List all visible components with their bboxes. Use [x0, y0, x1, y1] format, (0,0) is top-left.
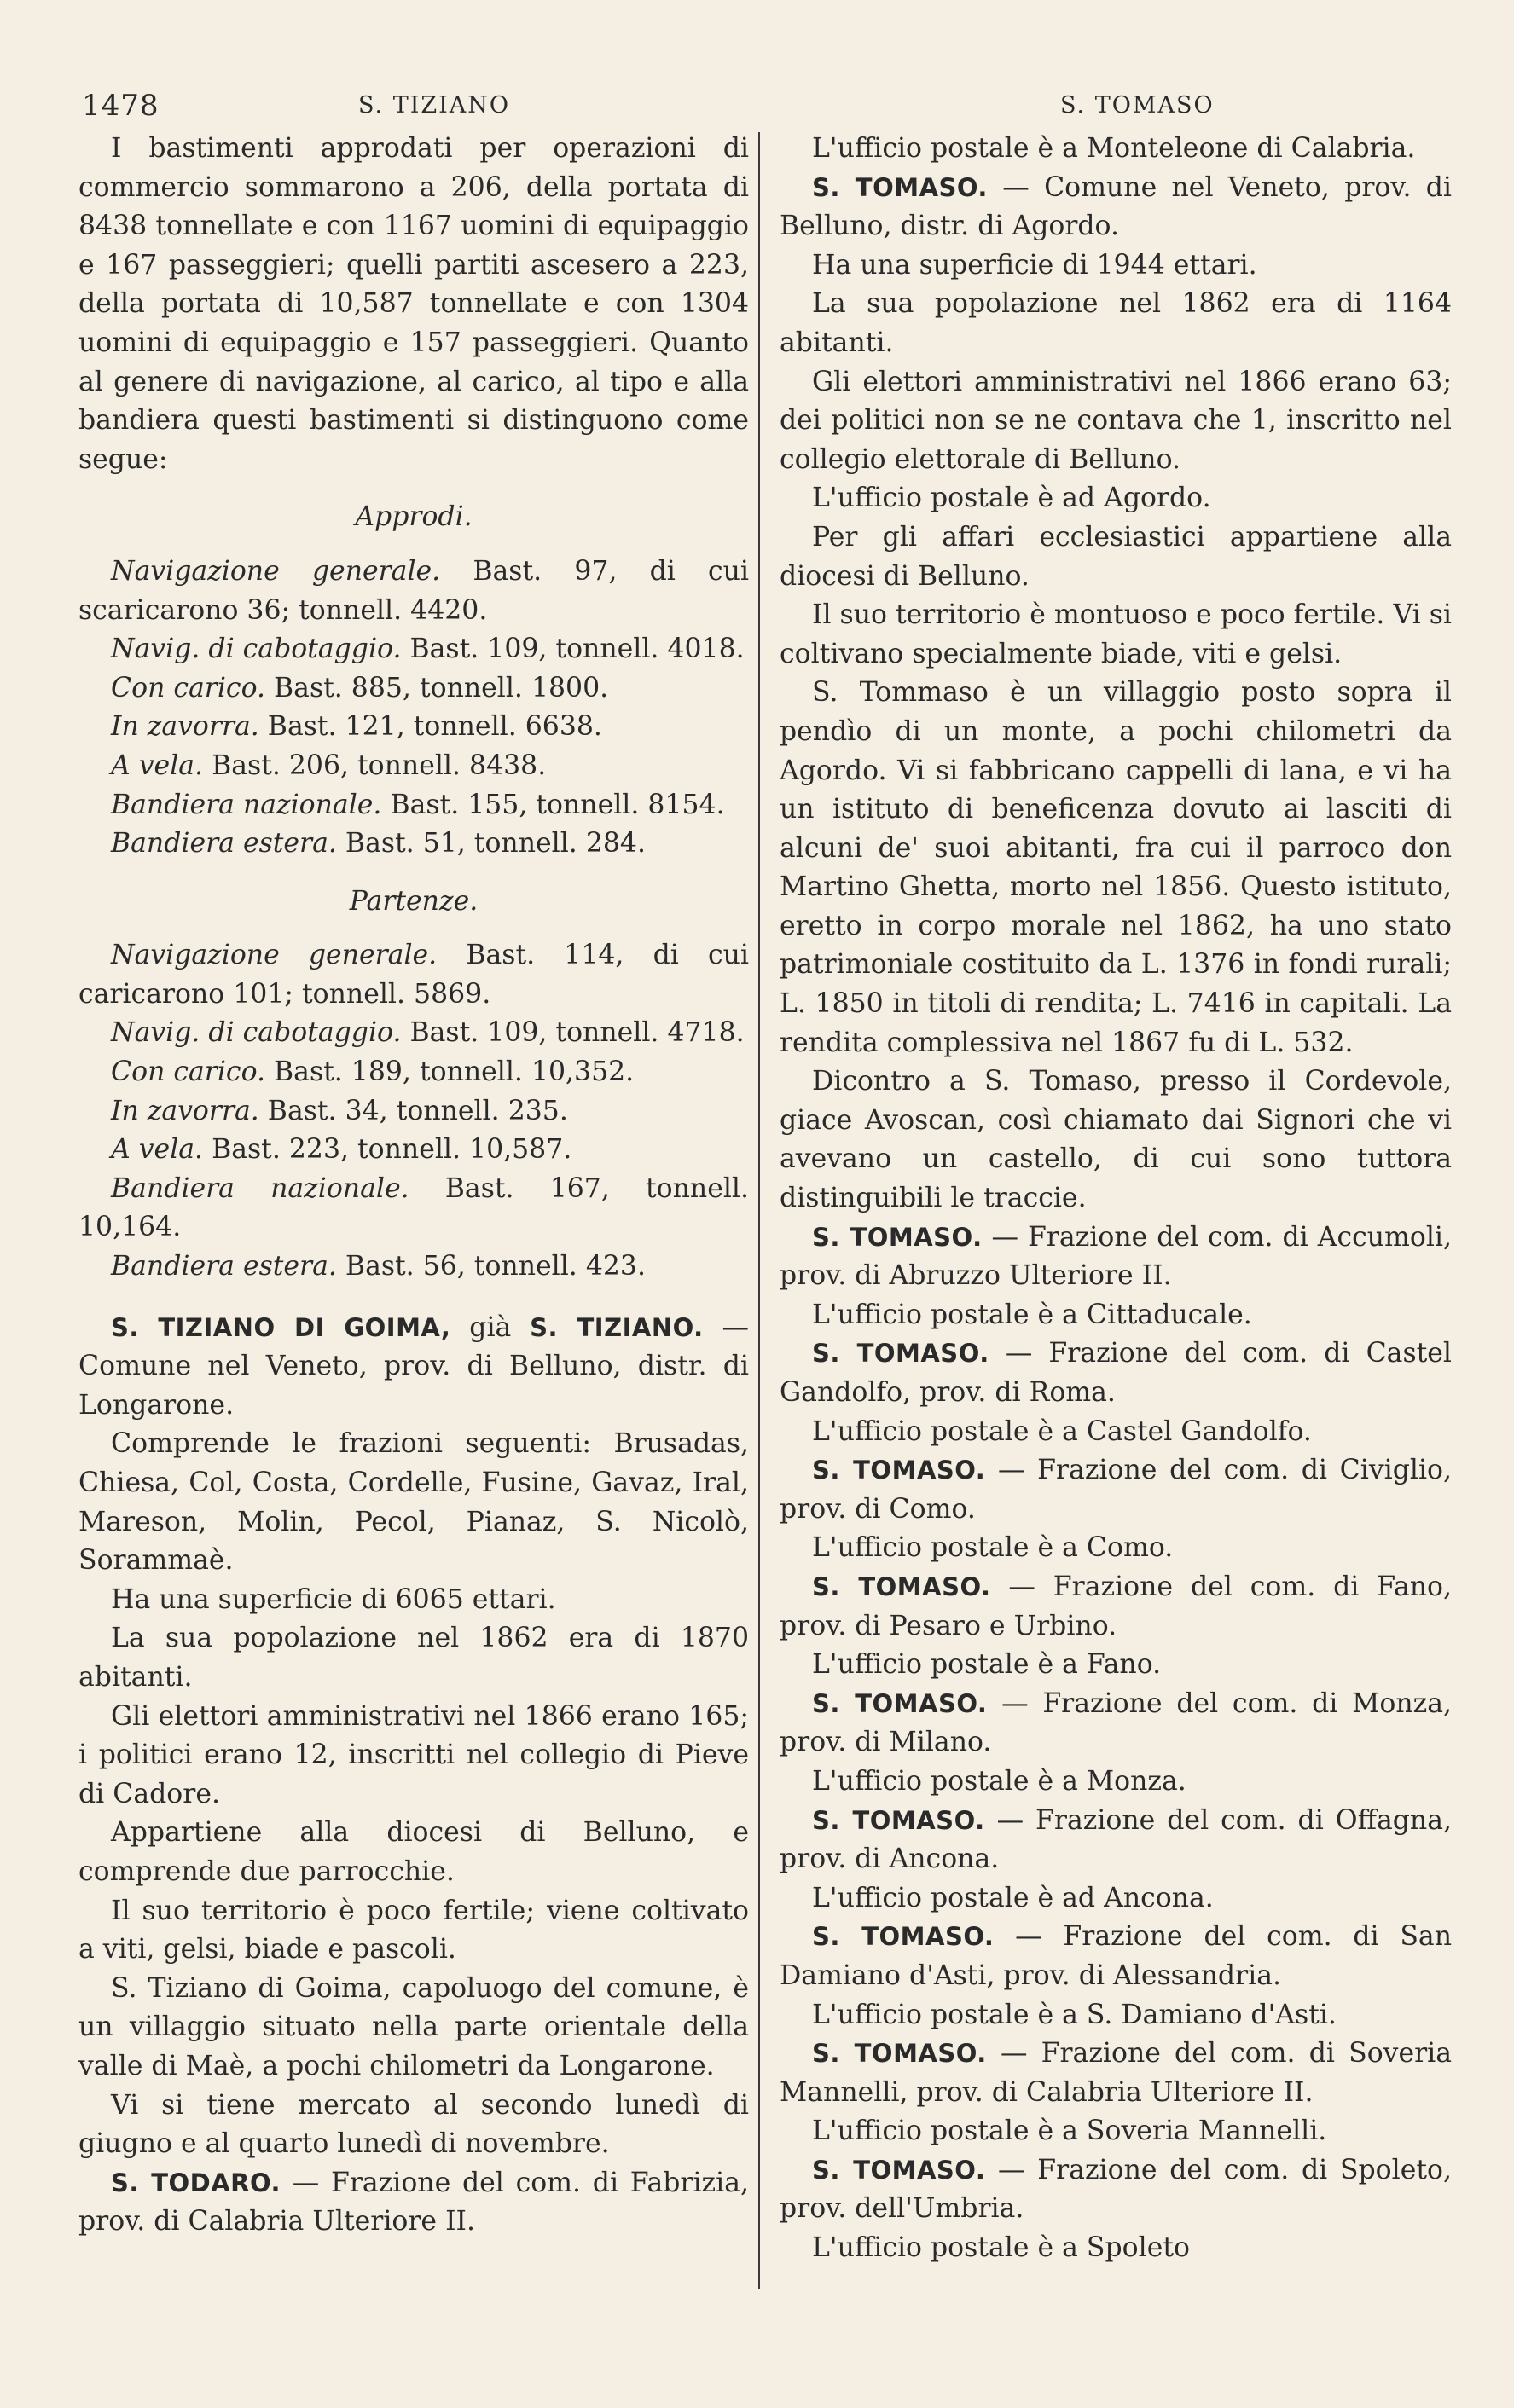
- entry-lead: S. TOMASO.: [812, 2155, 986, 2185]
- entry-label: Bandiera estera.: [111, 1251, 337, 1282]
- running-head-left: S. TIZIANO: [358, 92, 511, 119]
- entry-lead: S. TOMASO.: [812, 1222, 983, 1252]
- entry-label: Bandiera estera.: [111, 828, 337, 860]
- tiziano-paragraph: Ha una superficie di 6065 ettari.: [111, 1583, 556, 1615]
- right-column: [780, 130, 1452, 2268]
- tomaso-paragraph: Il suo territorio è montuoso e poco fertile. Vi si coltivano specialmente biade, viti e gelsi.: [780, 599, 1452, 669]
- approdi-entry: [78, 669, 749, 709]
- entry-lead: S. TIZIANO DI GOIMA,: [111, 1312, 451, 1342]
- entry-text: — Frazione del com. di Monza, prov. di Milano.: [780, 1687, 1452, 1758]
- post-office-line: L'ufficio postale è ad Ancona.: [812, 1882, 1214, 1913]
- tiziano-paragraph: S. Tiziano di Goima, capoluogo del comune, è un villaggio situato nella parte orientale della valle di Maè, a pochi chilometri da Longarone.: [78, 1972, 749, 2081]
- section-heading-partenze: Partenze.: [349, 885, 479, 917]
- partenze-entry: [78, 1014, 749, 1053]
- approdi-entry: [78, 708, 749, 747]
- entry-text: Bast. 109, tonnell. 4718.: [401, 1017, 745, 1049]
- tomaso-paragraph: Per gli affari ecclesiastici appartiene alla diocesi di Belluno.: [780, 521, 1452, 592]
- entry-label: Bandiera nazionale.: [111, 789, 382, 820]
- entry-text: — Frazione del com. di Fano, prov. di Pesaro e Urbino.: [780, 1571, 1452, 1641]
- entry-label: Bandiera nazionale.: [111, 1172, 409, 1204]
- left-column: [78, 130, 749, 2242]
- entry-label: Con carico.: [111, 1056, 265, 1088]
- post-office-line: L'ufficio postale è a Monza.: [812, 1765, 1186, 1797]
- column-divider: [758, 132, 760, 2289]
- entry-tiziano-heading: [78, 1309, 749, 1426]
- entry-lead: S. TIZIANO.: [530, 1312, 704, 1342]
- running-head-right: S. TOMASO: [1060, 92, 1215, 119]
- tiziano-paragraph: Comprende le frazioni seguenti: Brusadas, Chiesa, Col, Costa, Cordelle, Fusine, Gavaz, Iral, Mareson, Molin, Pecol, Pianaz, S. Nicolò, Sorammaè.: [78, 1428, 749, 1577]
- entry-text: — Comune nel Veneto, prov. di Belluno, distr. di Longarone.: [78, 1311, 750, 1421]
- entry-lead: S. TOMASO.: [812, 172, 988, 202]
- entry-text: Bast. 114, di cui caricarono 101; tonnell. 5869.: [78, 940, 749, 1010]
- tiziano-paragraph: Appartiene alla diocesi di Belluno, e comprende due parrocchie.: [78, 1817, 749, 1887]
- post-office-line: L'ufficio postale è a Spoleto: [812, 2232, 1190, 2264]
- entry-text: — Frazione del com. di Offagna, prov. di Ancona.: [780, 1804, 1452, 1875]
- partenze-entry: [78, 1053, 749, 1092]
- entry-label: A vela.: [111, 750, 204, 781]
- entry-tomaso-fraction: [780, 1451, 1452, 1529]
- partenze-entry: [78, 1092, 749, 1132]
- entry-connector: già: [450, 1311, 531, 1343]
- tiziano-paragraph: Gli elettori amministrativi nel 1866 erano 165; i politici erano 12, inscritti nel collegio di Pieve di Cadore.: [78, 1700, 749, 1809]
- tiziano-paragraph: Il suo territorio è poco fertile; viene coltivato a viti, gelsi, biade e pascoli.: [78, 1895, 749, 1965]
- entry-text: Bast. 155, tonnell. 8154.: [381, 789, 725, 820]
- entry-text: Bast. 206, tonnell. 8438.: [203, 750, 547, 781]
- partenze-entry: [78, 1170, 749, 1247]
- entry-tomaso-fraction: [780, 1334, 1452, 1412]
- spacer: [78, 1287, 749, 1309]
- entry-text: — Frazione del com. di San Damiano d'Asti, prov. di Alessandria.: [780, 1921, 1452, 1991]
- tomaso-paragraph: S. Tommaso è un villaggio posto sopra il pendìo di un monte, a pochi chilometri da Agordo. Vi si fabbricano cappelli di lana, e vi ha un istituto di beneficenza dovuto ai lasciti di alcuni de' suoi abitanti, fra cui il parroco don Martino Ghetta, morto nel 1856. Questo istituto, eretto in corpo morale nel 1862, ha uno stato patrimoniale costituito da L. 1376 in fondi rurali; L. 1850 in titoli di rendita; L. 7416 in capitali. La rendita complessiva nel 1867 fu di L. 532.: [780, 677, 1452, 1058]
- entry-lead: S. TODARO.: [111, 2168, 281, 2197]
- entry-lead: S. TOMASO.: [812, 1805, 985, 1835]
- entry-lead: S. TOMASO.: [812, 1572, 991, 1601]
- entry-text: — Frazione del com. di Soveria Mannelli, prov. di Calabria Ulteriore II.: [780, 2038, 1453, 2108]
- approdi-entry: [78, 786, 749, 825]
- entry-text: Bast. 189, tonnell. 10,352.: [265, 1056, 635, 1088]
- post-office-line: L'ufficio postale è a Cittaducale.: [812, 1299, 1252, 1330]
- entry-tomaso-fraction: [780, 2151, 1452, 2229]
- entry-label: In zavorra.: [111, 711, 259, 743]
- intro-paragraph: I bastimenti approdati per operazioni di commercio sommarono a 206, della portata di 8438 tonnellate e con 1167 uomini di equipaggio e 167 passeggieri; quelli partiti ascesero a 223, della portata di 10,587 tonnellate e con 1304 uomini di equipaggio e 157 passeggieri. Quanto al genere di navigazione, al carico, al tipo e alla bandiera questi bastimenti si distinguono come segue:: [78, 133, 749, 475]
- entry-tomaso-fraction: [780, 1218, 1452, 1296]
- entry-text: — Comune nel Veneto, prov. di Belluno, distr. di Agordo.: [780, 171, 1453, 242]
- partenze-list: [78, 936, 749, 1286]
- entry-text: — Frazione del com. di Fabrizia, prov. di Calabria Ulteriore II.: [78, 2167, 750, 2237]
- page-number: 1478: [82, 89, 160, 123]
- entry-tomaso-fraction: [780, 2035, 1452, 2112]
- entry-todaro: [78, 2164, 749, 2242]
- post-office-line: L'ufficio postale è a Soveria Mannelli.: [812, 2116, 1327, 2147]
- entry-text: Bast. 97, di cui scaricarono 36; tonnell. 4420.: [78, 555, 749, 626]
- entry-label: Navigazione generale.: [111, 940, 438, 971]
- entry-label: Navig. di cabotaggio.: [111, 634, 402, 665]
- tiziano-paragraph: Vi si tiene mercato al secondo lunedì di giugno e al quarto lunedì di novembre.: [78, 2089, 749, 2160]
- entry-label: Con carico.: [111, 672, 265, 703]
- entry-text: Bast. 34, tonnell. 235.: [258, 1095, 568, 1126]
- entry-tomaso-fraction: [780, 1918, 1452, 1995]
- entry-text: — Frazione del com. di Spoleto, prov. dell'Umbria.: [780, 2154, 1453, 2225]
- entry-label: In zavorra.: [111, 1095, 259, 1126]
- entry-lead: S. TOMASO.: [812, 1922, 995, 1952]
- entry-text: Bast. 109, tonnell. 4018.: [401, 634, 745, 665]
- tomaso-paragraph: Gli elettori amministrativi nel 1866 erano 63; dei politici non se ne contava che 1, inscritto nel collegio elettorale di Belluno.: [780, 366, 1452, 475]
- entry-tomaso-fraction: [780, 1802, 1452, 1879]
- tiziano-paragraph: La sua popolazione nel 1862 era di 1870 abitanti.: [78, 1623, 749, 1693]
- entry-text: Bast. 223, tonnell. 10,587.: [203, 1134, 572, 1166]
- entry-label: A vela.: [111, 1134, 204, 1166]
- section-heading-approdi: Approdi.: [355, 501, 473, 533]
- entry-lead: S. TOMASO.: [812, 1456, 986, 1485]
- approdi-entry: [78, 747, 749, 786]
- continuation-line: L'ufficio postale è a Monteleone di Calabria.: [812, 133, 1416, 164]
- approdi-entry: [78, 630, 749, 669]
- approdi-list: [78, 553, 749, 864]
- entry-text: — Frazione del com. di Accumoli, prov. di Abruzzo Ulteriore II.: [780, 1221, 1453, 1292]
- entry-tomaso-fraction: [780, 1685, 1452, 1763]
- post-office-line: L'ufficio postale è a Fano.: [812, 1649, 1162, 1681]
- post-office-line: L'ufficio postale è a Castel Gandolfo.: [812, 1415, 1312, 1447]
- entry-lead: S. TOMASO.: [812, 1688, 988, 1718]
- entry-text: Bast. 121, tonnell. 6638.: [258, 711, 602, 743]
- entry-text: — Frazione del com. di Castel Gandolfo, prov. di Roma.: [780, 1338, 1453, 1408]
- entry-text: Bast. 167, tonnell. 10,164.: [78, 1172, 749, 1243]
- approdi-entry: [78, 825, 749, 864]
- tomaso-paragraph: Ha una superficie di 1944 ettari.: [812, 249, 1257, 281]
- tomaso-paragraph: L'ufficio postale è ad Agordo.: [812, 483, 1211, 514]
- partenze-entry: [78, 1247, 749, 1287]
- post-office-line: L'ufficio postale è a S. Damiano d'Asti.: [812, 1999, 1337, 2030]
- entry-label: Navig. di cabotaggio.: [111, 1017, 402, 1049]
- tomaso-paragraph: Dicontro a S. Tomaso, presso il Cordevole, giace Avoscan, così chiamato dai Signori che vi avevano un castello, di cui sono tuttora distinguibili le traccie.: [780, 1066, 1452, 1214]
- entry-text: — Frazione del com. di Civiglio, prov. di Como.: [780, 1455, 1453, 1525]
- entry-lead: S. TOMASO.: [812, 2039, 987, 2069]
- entry-label: Navigazione generale.: [111, 555, 441, 587]
- post-office-line: L'ufficio postale è a Como.: [812, 1532, 1174, 1564]
- partenze-entry: [78, 936, 749, 1014]
- entry-tomaso-fraction: [780, 1568, 1452, 1646]
- partenze-entry: [78, 1131, 749, 1170]
- entry-lead: S. TOMASO.: [812, 1339, 989, 1369]
- tomaso-paragraph: La sua popolazione nel 1862 era di 1164 abitanti.: [780, 288, 1452, 358]
- entry-text: Bast. 885, tonnell. 1800.: [265, 672, 609, 703]
- entry-tomaso-heading: [780, 169, 1452, 246]
- approdi-entry: [78, 553, 749, 630]
- entry-text: Bast. 56, tonnell. 423.: [336, 1251, 646, 1282]
- entry-text: Bast. 51, tonnell. 284.: [336, 828, 646, 860]
